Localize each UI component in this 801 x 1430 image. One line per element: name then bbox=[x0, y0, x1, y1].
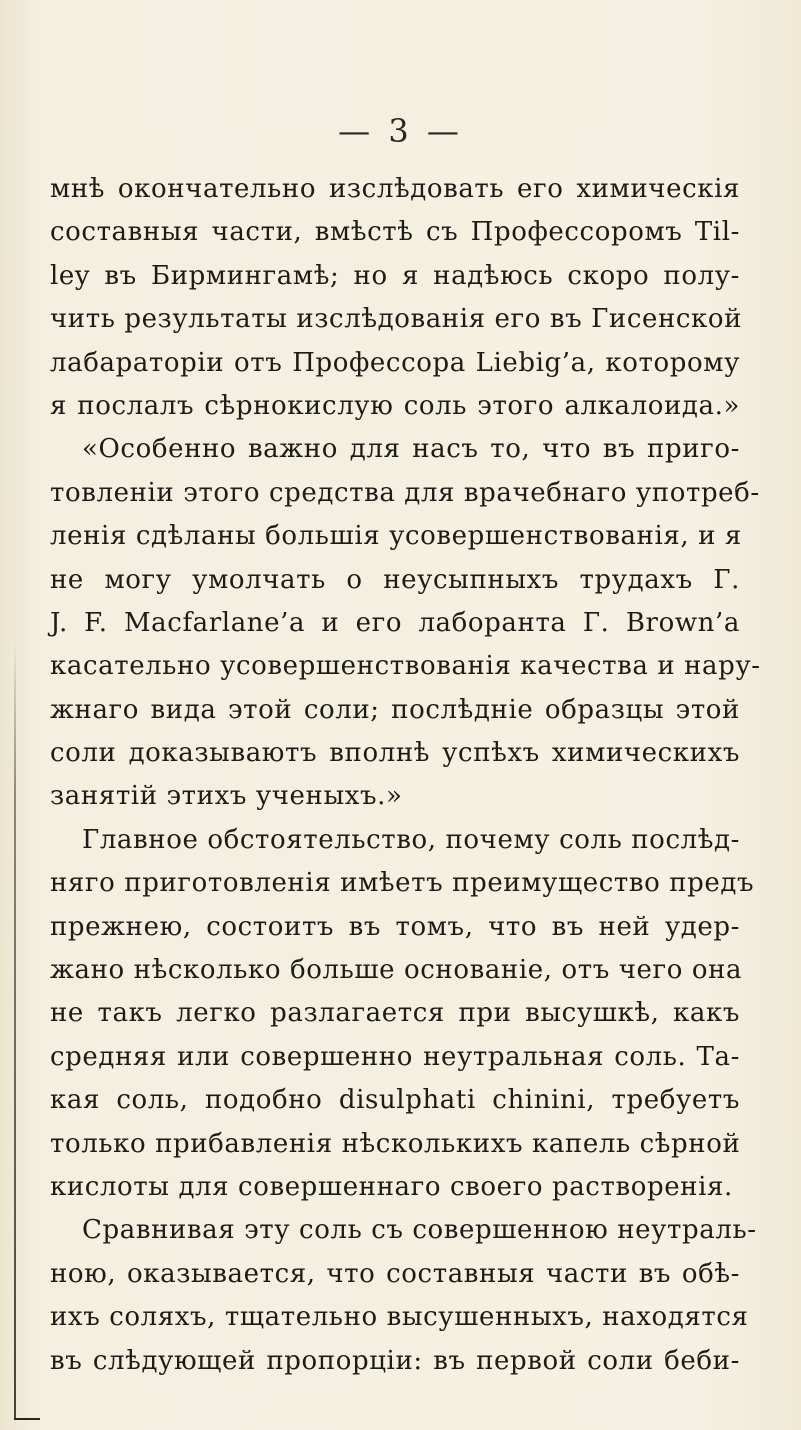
text-line: прежнею, состоитъ въ томъ, что въ ней удер- bbox=[50, 911, 740, 942]
corner-line bbox=[14, 1418, 40, 1420]
paragraph-end-line: кислоты для совершеннаго своего растворенія. bbox=[50, 1171, 733, 1202]
text-line: касательно усовершенствованія качества и нару- bbox=[50, 651, 761, 682]
text-line: не могу умолчать о неусыпныхъ трудахъ Г. bbox=[50, 564, 740, 595]
text-line: только прибавленія нѣсколькихъ капель сѣрной bbox=[50, 1128, 741, 1159]
text-line: ихъ соляхъ, тщательно высушенныхъ, находятся bbox=[50, 1302, 749, 1333]
paragraph-end-line: занятій этихъ ученыхъ.» bbox=[50, 781, 403, 812]
text-line: въ слѣдующей пропорціи: въ первой соли беби- bbox=[50, 1345, 740, 1376]
page-number: — 3 — bbox=[338, 112, 463, 150]
text-line: J. F. Macfarlane’a и его лаборанта Г. Brown’a bbox=[50, 607, 740, 638]
body-text bbox=[50, 168, 761, 1383]
text-line: чить результаты изслѣдованія его въ Гисенской bbox=[50, 304, 743, 335]
text-line: товленіи этого средства для врачебнаго употреб- bbox=[50, 477, 760, 508]
text-line: ley въ Бирмингамѣ; но я надѣюсь скоро полу- bbox=[50, 260, 740, 291]
text-line: няго приготовленія имѣетъ преимущество предъ bbox=[50, 868, 755, 899]
text-line: кая соль, подобно disulphati chinini, требуетъ bbox=[50, 1085, 740, 1116]
paragraph-start-line: «Особенно важно для насъ то, что въ приго- bbox=[82, 434, 740, 465]
paragraph-start-line: Сравнивая эту соль съ совершенною неутраль- bbox=[82, 1215, 757, 1246]
binding-edge-line bbox=[14, 640, 16, 1420]
text-line: я послалъ сѣрнокислую соль этого алкалоида.» bbox=[50, 390, 740, 421]
text-line: жнаго вида этой соли; послѣдніе образцы этой bbox=[50, 694, 740, 725]
text-line: лабараторіи отъ Профессора Liebig’a, которому bbox=[50, 347, 740, 378]
paragraph-start-line: Главное обстоятельство, почему соль послѣд- bbox=[82, 824, 740, 855]
text-line: ною, оказывается, что составныя части въ обѣ- bbox=[50, 1258, 740, 1289]
text-line: ленія сдѣланы большія усовершенствованія, и я bbox=[50, 521, 742, 552]
text-line: мнѣ окончательно изслѣдовать его химическія bbox=[50, 174, 740, 204]
text-line: составныя части, вмѣстѣ съ Профессоромъ Til- bbox=[50, 217, 740, 248]
text-line: соли доказываютъ вполнѣ успѣхъ химическихъ bbox=[50, 738, 740, 769]
text-line: не такъ легко разлагается при высушкѣ, какъ bbox=[50, 998, 740, 1029]
text-line: средняя или совершенно неутральная соль. Та- bbox=[50, 1041, 740, 1072]
text-line: жано нѣсколько больше основаніе, отъ чего она bbox=[50, 955, 743, 986]
